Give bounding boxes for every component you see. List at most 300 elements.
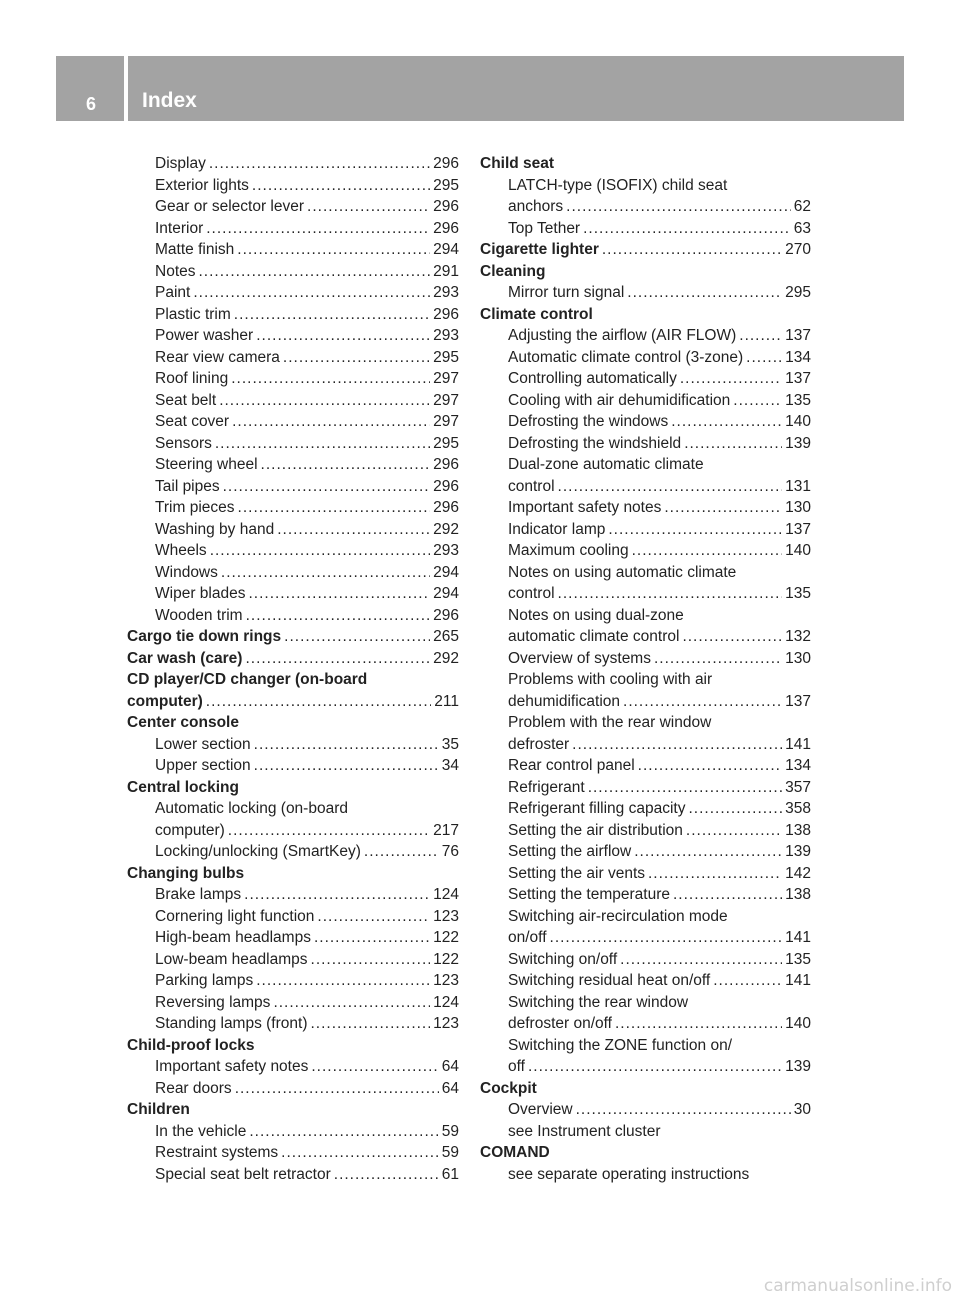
entry-text: Upper section xyxy=(155,757,251,774)
entry-text: dehumidification xyxy=(508,692,621,710)
dot-leader xyxy=(680,368,782,390)
entry-page-number: 30 xyxy=(793,1101,811,1118)
index-subentry xyxy=(127,540,459,562)
entry-page-number: 139 xyxy=(785,843,811,860)
index-entry xyxy=(480,1078,811,1100)
dot-leader xyxy=(686,820,782,842)
index-subentry xyxy=(480,734,811,756)
index-subentry xyxy=(480,992,811,1014)
index-subentry xyxy=(127,841,459,863)
index-subentry xyxy=(127,433,459,455)
entry-page-number: 270 xyxy=(785,241,811,258)
entry-page-number: 295 xyxy=(433,434,459,452)
entry-text: Windows xyxy=(155,563,218,581)
dot-leader xyxy=(273,992,430,1014)
dot-leader xyxy=(746,347,782,369)
dot-leader xyxy=(210,540,430,562)
entry-text: Rear control panel xyxy=(508,757,635,774)
entry-page-number: 138 xyxy=(785,886,811,903)
index-subentry xyxy=(480,454,811,476)
index-subentry xyxy=(127,798,459,820)
index-subentry xyxy=(480,519,811,541)
dot-leader xyxy=(682,626,782,648)
entry-text: Setting the air distribution xyxy=(508,821,683,839)
dot-leader xyxy=(238,497,431,519)
index-subentry xyxy=(127,261,459,283)
dot-leader xyxy=(688,798,782,820)
entry-page-number: 123 xyxy=(433,972,459,989)
dot-leader xyxy=(307,196,430,218)
dot-leader xyxy=(261,454,431,476)
index-subentry xyxy=(480,949,811,971)
index-subentry xyxy=(480,841,811,863)
index-subentry xyxy=(127,411,459,433)
entry-page-number: 292 xyxy=(433,520,459,538)
entry-text: Gear or selector lever xyxy=(155,198,305,215)
index-subentry xyxy=(127,605,459,627)
entry-page-number: 357 xyxy=(785,778,811,796)
index-subentry xyxy=(127,196,459,218)
entry-text: High-beam headlamps xyxy=(155,929,311,946)
index-subentry xyxy=(480,798,811,820)
watermark: carmanualsonline.info xyxy=(763,1276,952,1296)
entry-page-number: 296 xyxy=(433,477,459,495)
index-subentry xyxy=(480,540,811,562)
entry-page-number: 122 xyxy=(433,950,459,968)
entry-text: automatic climate control xyxy=(508,628,680,645)
index-entry xyxy=(127,626,459,648)
entry-page-number: 295 xyxy=(433,348,459,366)
dot-leader xyxy=(739,325,782,347)
entry-text: Problem with the rear window xyxy=(508,714,712,731)
dot-leader xyxy=(558,583,783,605)
index-subentry xyxy=(480,1035,811,1057)
dot-leader xyxy=(566,196,791,218)
index-entry xyxy=(480,153,811,175)
index-subentry xyxy=(480,691,811,713)
dot-leader xyxy=(648,863,782,885)
entry-text: Automatic locking (on-board xyxy=(155,800,348,817)
dot-leader xyxy=(215,433,430,455)
entry-page-number: 63 xyxy=(793,219,811,237)
entry-text: Controlling automatically xyxy=(508,370,677,387)
index-subentry xyxy=(127,1121,459,1143)
index-entry xyxy=(127,648,459,670)
entry-text: Wooden trim xyxy=(155,606,243,624)
entry-page-number: 140 xyxy=(785,413,811,430)
entry-page-number: 137 xyxy=(785,520,811,538)
entry-text: Top Tether xyxy=(508,219,581,237)
index-subentry xyxy=(127,906,459,928)
index-entry xyxy=(127,863,459,885)
entry-text: Rear view camera xyxy=(155,348,280,366)
index-subentry xyxy=(480,497,811,519)
dot-leader xyxy=(254,734,439,756)
dot-leader xyxy=(244,884,430,906)
dot-leader xyxy=(256,325,430,347)
entry-text: control xyxy=(508,477,555,495)
index-subentry xyxy=(480,1099,811,1121)
index-entry xyxy=(127,712,459,734)
entry-text: Tail pipes xyxy=(155,477,220,495)
entry-text: Seat cover xyxy=(155,413,230,430)
index-subentry xyxy=(480,476,811,498)
entry-text: see Instrument cluster xyxy=(508,1122,661,1140)
page-header xyxy=(56,56,904,121)
entry-page-number: 294 xyxy=(433,585,459,602)
entry-text: Central locking xyxy=(127,778,239,796)
index-subentry xyxy=(480,347,811,369)
entry-page-number: 132 xyxy=(785,628,811,645)
entry-text: Defrosting the windows xyxy=(508,413,669,430)
index-subentry xyxy=(480,648,811,670)
entry-text: Overview xyxy=(508,1101,573,1118)
entry-page-number: 297 xyxy=(433,413,459,430)
dot-leader xyxy=(638,755,782,777)
index-subentry xyxy=(480,433,811,455)
entry-text: Matte finish xyxy=(155,241,235,258)
entry-text: computer) xyxy=(155,821,225,839)
entry-text: Cockpit xyxy=(480,1079,537,1097)
index-subentry xyxy=(480,669,811,691)
dot-leader xyxy=(193,282,430,304)
dot-leader xyxy=(572,734,782,756)
entry-page-number: 137 xyxy=(785,692,811,710)
index-subentry xyxy=(480,368,811,390)
index-entry xyxy=(480,1142,811,1164)
index-subentry xyxy=(127,347,459,369)
entry-text: Changing bulbs xyxy=(127,864,245,882)
entry-page-number: 292 xyxy=(433,649,459,667)
index-subentry xyxy=(480,863,811,885)
dot-leader xyxy=(671,411,782,433)
dot-leader xyxy=(311,1056,438,1078)
entry-text: Problems with cooling with air xyxy=(508,671,713,688)
entry-text: Switching the rear window xyxy=(508,993,689,1011)
index-subentry xyxy=(480,1013,811,1035)
entry-text: Rear doors xyxy=(155,1079,232,1097)
entry-page-number: 294 xyxy=(433,241,459,258)
entry-page-number: 137 xyxy=(785,370,811,387)
index-subentry xyxy=(127,390,459,412)
entry-page-number: 293 xyxy=(433,542,459,559)
index-subentry xyxy=(127,884,459,906)
entry-page-number: 294 xyxy=(433,563,459,581)
entry-page-number: 130 xyxy=(785,499,811,516)
dot-leader xyxy=(245,648,430,670)
entry-page-number: 134 xyxy=(785,348,811,366)
entry-page-number: 295 xyxy=(785,284,811,301)
entry-text: Cornering light function xyxy=(155,907,315,925)
entry-text: Cooling with air dehumidification xyxy=(508,391,731,409)
entry-text: LATCH-type (ISOFIX) child seat xyxy=(508,176,728,194)
entry-text: Switching on/off xyxy=(508,950,618,968)
index-subentry xyxy=(480,562,811,584)
entry-page-number: 217 xyxy=(433,821,459,839)
entry-page-number: 124 xyxy=(433,886,459,903)
entry-page-number: 295 xyxy=(433,176,459,194)
index-entry xyxy=(127,691,459,713)
index-subentry xyxy=(127,949,459,971)
entry-page-number: 35 xyxy=(441,735,459,753)
entry-page-number: 293 xyxy=(433,327,459,344)
dot-leader xyxy=(334,1164,439,1186)
entry-text: In the vehicle xyxy=(155,1122,247,1140)
entry-page-number: 139 xyxy=(785,434,811,452)
index-subentry xyxy=(127,476,459,498)
entry-page-number: 76 xyxy=(441,843,459,860)
index-subentry xyxy=(480,1056,811,1078)
entry-page-number: 141 xyxy=(785,972,811,989)
index-subentry xyxy=(480,605,811,627)
entry-text: Notes on using dual-zone xyxy=(508,606,684,624)
index-subentry xyxy=(480,712,811,734)
index-subentry xyxy=(127,562,459,584)
entry-text: Cleaning xyxy=(480,262,546,280)
entry-page-number: 34 xyxy=(441,757,459,774)
entry-text: Center console xyxy=(127,714,239,731)
dot-leader xyxy=(232,411,430,433)
entry-text: off xyxy=(508,1058,525,1075)
index-subentry xyxy=(127,1078,459,1100)
dot-leader xyxy=(235,1078,439,1100)
dot-leader xyxy=(199,261,431,283)
entry-text: Sensors xyxy=(155,434,212,452)
dot-leader xyxy=(602,239,782,261)
index-subentry xyxy=(480,927,811,949)
page-number: 6 xyxy=(86,94,97,114)
entry-page-number: 135 xyxy=(785,950,811,968)
entry-text: Standing lamps (front) xyxy=(155,1015,308,1032)
dot-leader xyxy=(627,282,782,304)
index-subentry xyxy=(127,239,459,261)
dot-leader xyxy=(314,927,430,949)
entry-text: Reversing lamps xyxy=(155,993,271,1011)
index-subentry xyxy=(480,970,811,992)
entry-text: Lower section xyxy=(155,735,251,753)
entry-text: Cargo tie down rings xyxy=(127,628,282,645)
entry-page-number: 141 xyxy=(785,929,811,946)
index-column-right xyxy=(480,153,811,1185)
index-subentry xyxy=(480,583,811,605)
entry-text: Low-beam headlamps xyxy=(155,950,308,968)
entry-text: COMAND xyxy=(480,1144,550,1161)
index-subentry xyxy=(480,325,811,347)
entry-text: Setting the air vents xyxy=(508,864,645,882)
entry-page-number: 64 xyxy=(441,1058,459,1075)
dot-leader xyxy=(364,841,439,863)
index-entry xyxy=(480,261,811,283)
dot-leader xyxy=(588,777,782,799)
entry-text: Restraint systems xyxy=(155,1144,279,1161)
entry-text: Paint xyxy=(155,284,191,301)
entry-text: defroster xyxy=(508,735,570,753)
entry-page-number: 123 xyxy=(433,907,459,925)
entry-page-number: 265 xyxy=(433,628,459,645)
index-subentry xyxy=(480,282,811,304)
entry-page-number: 59 xyxy=(441,1122,459,1140)
entry-page-number: 293 xyxy=(433,284,459,301)
index-subentry xyxy=(127,992,459,1014)
index-subentry xyxy=(127,1013,459,1035)
entry-text: Refrigerant filling capacity xyxy=(508,800,686,817)
dot-leader xyxy=(209,153,430,175)
index-subentry xyxy=(480,390,811,412)
entry-text: Setting the airflow xyxy=(508,843,632,860)
entry-page-number: 358 xyxy=(785,800,811,817)
index-subentry xyxy=(127,454,459,476)
entry-text: anchors xyxy=(508,198,564,215)
index-subentry xyxy=(127,497,459,519)
entry-text: Maximum cooling xyxy=(508,542,629,559)
dot-leader xyxy=(231,368,430,390)
dot-leader xyxy=(237,239,430,261)
index-subentry xyxy=(480,1121,811,1143)
entry-text: Notes xyxy=(155,262,196,280)
entry-page-number: 140 xyxy=(785,542,811,559)
dot-leader xyxy=(673,884,782,906)
entry-page-number: 296 xyxy=(433,155,459,172)
index-subentry xyxy=(127,820,459,842)
entry-page-number: 122 xyxy=(433,929,459,946)
entry-text: Wheels xyxy=(155,542,207,559)
entry-page-number: 296 xyxy=(433,456,459,473)
index-entry xyxy=(127,777,459,799)
dot-leader xyxy=(311,949,431,971)
dot-leader xyxy=(281,1142,439,1164)
index-subentry xyxy=(480,218,811,240)
dot-leader xyxy=(221,562,430,584)
entry-text: control xyxy=(508,585,555,602)
dot-leader xyxy=(283,347,430,369)
entry-text: Steering wheel xyxy=(155,456,258,473)
entry-page-number: 64 xyxy=(441,1079,459,1097)
index-subentry xyxy=(480,884,811,906)
entry-text: CD player/CD changer (on-board xyxy=(127,671,368,688)
dot-leader xyxy=(528,1056,782,1078)
entry-page-number: 61 xyxy=(441,1165,459,1183)
entry-text: Wiper blades xyxy=(155,585,246,602)
index-subentry xyxy=(480,196,811,218)
dot-leader xyxy=(558,476,783,498)
dot-leader xyxy=(284,626,430,648)
entry-page-number: 296 xyxy=(433,198,459,215)
index-column-left xyxy=(127,153,459,1185)
entry-text: Overview of systems xyxy=(508,649,651,667)
entry-page-number: 296 xyxy=(433,219,459,237)
entry-text: Locking/unlocking (SmartKey) xyxy=(155,843,361,860)
index-subentry xyxy=(127,325,459,347)
index-subentry xyxy=(127,1056,459,1078)
entry-page-number: 140 xyxy=(785,1015,811,1032)
entry-page-number: 141 xyxy=(785,735,811,753)
index-subentry xyxy=(480,777,811,799)
entry-text: Child seat xyxy=(480,155,555,172)
entry-page-number: 296 xyxy=(433,499,459,516)
page-title: Index xyxy=(142,89,197,112)
dot-leader xyxy=(223,476,431,498)
index-subentry xyxy=(127,970,459,992)
dot-leader xyxy=(632,540,783,562)
entry-text: Mirror turn signal xyxy=(508,284,625,301)
dot-leader xyxy=(615,1013,782,1035)
entry-text: Trim pieces xyxy=(155,499,235,516)
entry-text: Seat belt xyxy=(155,391,217,409)
entry-text: defroster on/off xyxy=(508,1015,612,1032)
dot-leader xyxy=(684,433,782,455)
index-subentry xyxy=(480,175,811,197)
entry-text: Indicator lamp xyxy=(508,520,606,538)
dot-leader xyxy=(252,175,430,197)
entry-text: Dual-zone automatic climate xyxy=(508,456,704,473)
entry-text: see separate operating instructions xyxy=(508,1165,750,1183)
dot-leader xyxy=(311,1013,431,1035)
entry-text: Children xyxy=(127,1101,190,1118)
index-subentry xyxy=(127,368,459,390)
entry-page-number: 297 xyxy=(433,370,459,387)
entry-text: Important safety notes xyxy=(155,1058,309,1075)
entry-text: Exterior lights xyxy=(155,176,249,194)
entry-text: computer) xyxy=(127,692,203,710)
dot-leader xyxy=(254,755,439,777)
index-subentry xyxy=(127,282,459,304)
index-entry xyxy=(127,1099,459,1121)
entry-text: Display xyxy=(155,155,206,172)
dot-leader xyxy=(713,970,782,992)
dot-leader xyxy=(248,583,430,605)
entry-text: Adjusting the airflow (AIR FLOW) xyxy=(508,327,737,344)
index-subentry xyxy=(480,626,811,648)
dot-leader xyxy=(634,841,782,863)
dot-leader xyxy=(219,390,430,412)
entry-text: Washing by hand xyxy=(155,520,275,538)
dot-leader xyxy=(620,949,782,971)
index-subentry xyxy=(480,820,811,842)
index-subentry xyxy=(127,153,459,175)
entry-text: on/off xyxy=(508,929,547,946)
dot-leader xyxy=(583,218,791,240)
index-subentry xyxy=(127,734,459,756)
dot-leader xyxy=(249,1121,438,1143)
entry-text: Defrosting the windshield xyxy=(508,434,682,452)
entry-text: Plastic trim xyxy=(155,305,231,323)
entry-text: Switching the ZONE function on/ xyxy=(508,1036,733,1054)
entry-text: Brake lamps xyxy=(155,886,242,903)
entry-text: Cigarette lighter xyxy=(480,241,599,258)
entry-text: Switching air-recirculation mode xyxy=(508,907,728,925)
index-subentry xyxy=(127,1142,459,1164)
entry-text: Notes on using automatic climate xyxy=(508,563,737,581)
dot-leader xyxy=(206,691,431,713)
index-entry xyxy=(127,1035,459,1057)
entry-page-number: 142 xyxy=(785,864,811,882)
entry-text: Interior xyxy=(155,219,204,237)
entry-text: Setting the temperature xyxy=(508,886,670,903)
entry-text: Important safety notes xyxy=(508,499,662,516)
index-subentry xyxy=(480,755,811,777)
entry-text: Power washer xyxy=(155,327,254,344)
entry-page-number: 137 xyxy=(785,327,811,344)
index-subentry xyxy=(127,927,459,949)
index-subentry xyxy=(480,906,811,928)
dot-leader xyxy=(576,1099,791,1121)
dot-leader xyxy=(228,820,430,842)
entry-page-number: 296 xyxy=(433,606,459,624)
entry-page-number: 123 xyxy=(433,1015,459,1032)
entry-page-number: 62 xyxy=(793,198,811,215)
index-entry xyxy=(127,669,459,691)
entry-page-number: 291 xyxy=(433,262,459,280)
